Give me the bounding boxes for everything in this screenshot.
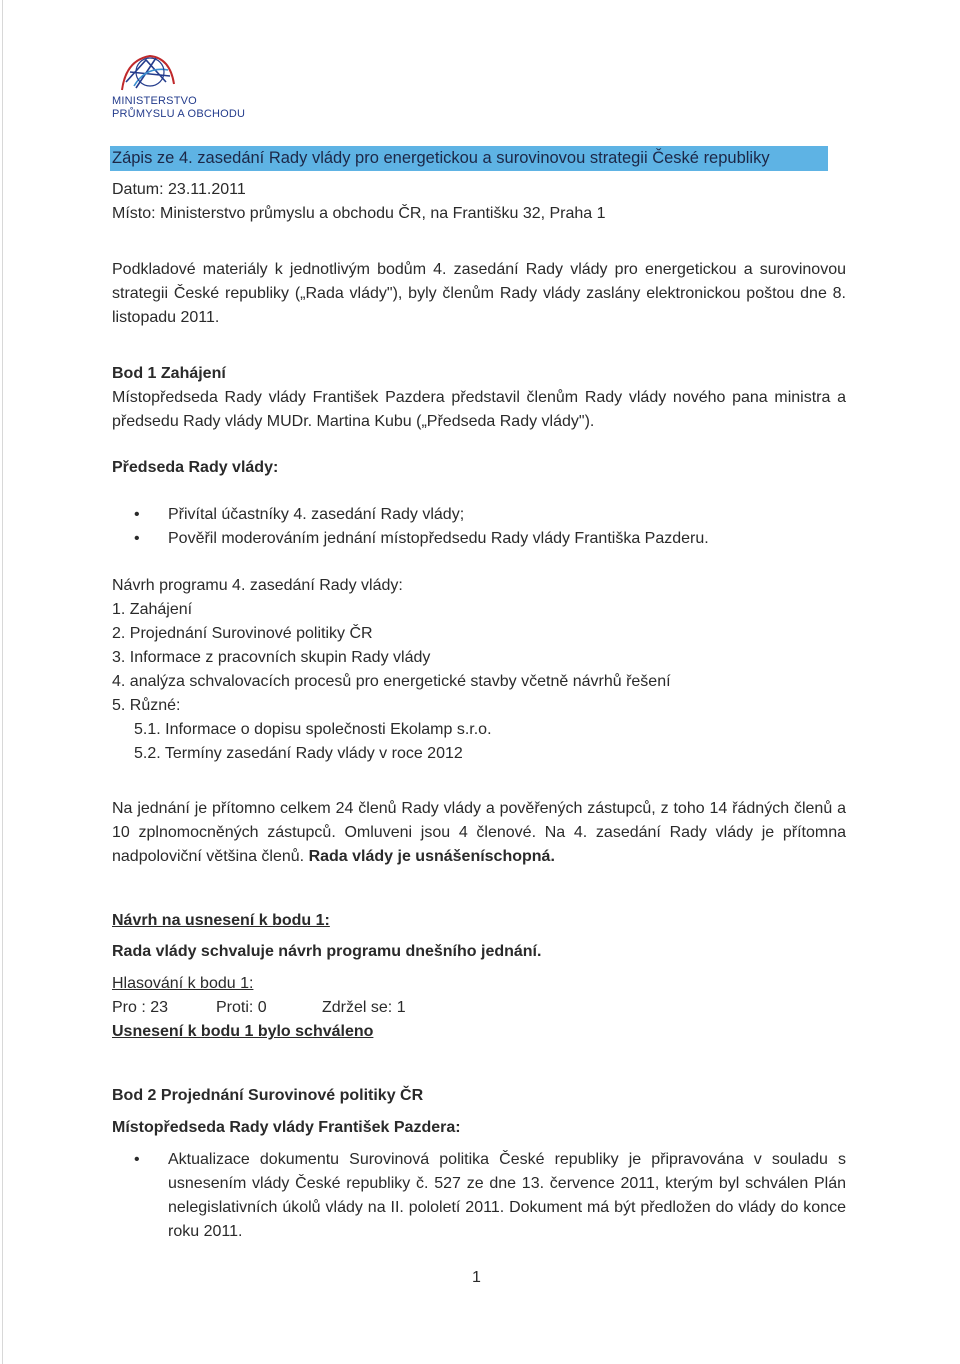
bod2-bullet-list bbox=[130, 1148, 846, 1244]
agenda-item: 3. Informace z pracovních skupin Rady vlády bbox=[112, 649, 431, 666]
meeting-place: Místo: Ministerstvo průmyslu a obchodu ČR, na Františku 32, Praha 1 bbox=[112, 205, 606, 222]
resolution1-text: Rada vlády schvaluje návrh programu dnešního jednání. bbox=[112, 943, 542, 960]
quorum-conclusion: Rada vlády je usnášeníschopná. bbox=[308, 848, 555, 865]
bod1-heading: Bod 1 Zahájení bbox=[112, 365, 226, 382]
agenda-subitem: 5.1. Informace o dopisu společnosti Ekolamp s.r.o. bbox=[134, 721, 492, 738]
vote-proti: Proti: 0 bbox=[216, 999, 267, 1016]
bod1-bullet-list bbox=[130, 503, 709, 551]
agenda-item: 4. analýza schvalovacích procesů pro energetické stavby včetně návrhů řešení bbox=[112, 673, 671, 690]
agenda-subitem: 5.2. Termíny zasedání Rady vlády v roce 2012 bbox=[134, 745, 463, 762]
agenda-item: 5. Různé: bbox=[112, 697, 181, 714]
vote-zdrzel: Zdržel se: 1 bbox=[322, 999, 406, 1016]
bod1-speaker: Předseda Rady vlády: bbox=[112, 459, 279, 476]
ministry-logo bbox=[108, 52, 268, 122]
list-item: • Pověřil moderováním jednání místopředsedu Rady vlády Františka Pazderu. bbox=[130, 527, 709, 551]
scan-edge-line bbox=[2, 0, 3, 1364]
attendance-paragraph bbox=[112, 797, 846, 869]
agenda-heading: Návrh programu 4. zasedání Rady vlády: bbox=[112, 577, 403, 594]
agenda-item: 2. Projednání Surovinové politiky ČR bbox=[112, 625, 373, 642]
vote-pro: Pro : 23 bbox=[112, 999, 169, 1016]
logo-text-line1: MINISTERSTVO bbox=[112, 95, 197, 107]
resolution1-heading: Návrh na usnesení k bodu 1: bbox=[112, 912, 330, 929]
bod1-paragraph: Místopředseda Rady vlády František Pazdera představil členům Rady vlády nového pana ministra a předsedu Rady vlády MUDr. Martina Kubu („Předseda Rady vlády"). bbox=[112, 389, 846, 430]
list-item: • Aktualizace dokumentu Surovinová politika České republiky je připravována v souladu s usnesením vlády České republiky č. 527 ze dne 13. července 2011, kterým byl schválen Plán nelegislativních úkolů vlády na II. pololetí 2011. Dokument má být předložen do vlády do konce roku 2011. bbox=[130, 1148, 846, 1244]
resolution1-result: Usnesení k bodu 1 bylo schváleno bbox=[112, 1023, 374, 1040]
page-number: 1 bbox=[472, 1269, 481, 1286]
agenda-list bbox=[112, 574, 671, 766]
meeting-date: Datum: 23.11.2011 bbox=[112, 181, 246, 198]
bod2-heading: Bod 2 Projednání Surovinové politiky ČR bbox=[112, 1087, 424, 1104]
intro-paragraph: Podkladové materiály k jednotlivým bodům 4. zasedání Rady vlády pro energetickou a surovinovou strategii České republiky („Rada vlády"), byly členům Rady vlády zaslány elektronickou poštou dne 8. listopadu 2011. bbox=[112, 261, 846, 326]
globe-logo-icon bbox=[116, 52, 178, 92]
document-title: Zápis ze 4. zasedání Rady vlády pro energetickou a surovinovou strategii České republiky bbox=[110, 146, 828, 171]
vote-results bbox=[112, 996, 406, 1020]
bod2-speaker: Místopředseda Rady vlády František Pazdera: bbox=[112, 1119, 461, 1136]
attendance-text: Na jednání je přítomno celkem 24 členů Rady vlády a pověřených zástupců, z toho 14 řádných členů a 10 zplnomocněných zástupců. Omluveni jsou 4 členové. Na 4. zasedání Rady vlády je přítomna nadpoloviční většina členů. bbox=[112, 800, 846, 865]
vote-heading: Hlasování k bodu 1: bbox=[112, 975, 254, 992]
list-item: • Přivítal účastníky 4. zasedání Rady vlády; bbox=[130, 503, 709, 527]
logo-text-line2: PRŮMYSLU A OBCHODU bbox=[112, 108, 246, 120]
agenda-item: 1. Zahájení bbox=[112, 601, 193, 618]
